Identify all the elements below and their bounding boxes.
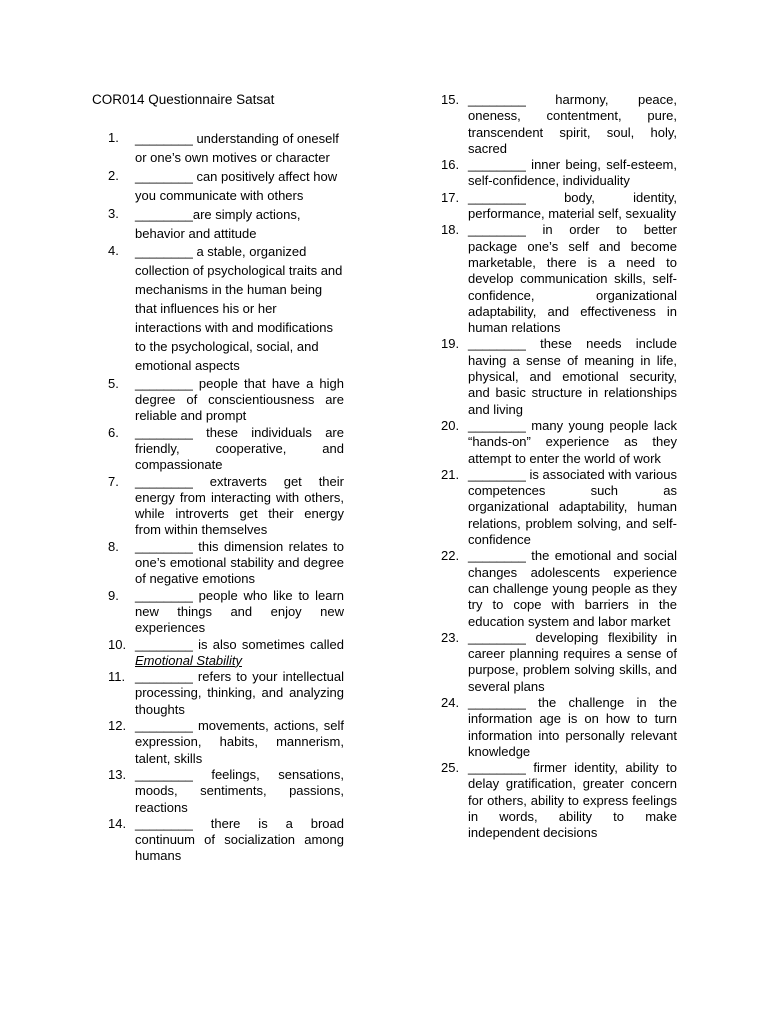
answer-blank: ________ bbox=[135, 669, 193, 685]
answer-blank: ________ bbox=[468, 222, 526, 238]
question-item bbox=[441, 630, 677, 695]
question-item bbox=[441, 92, 677, 157]
question-number: 11. bbox=[108, 669, 126, 685]
question-text bbox=[135, 376, 344, 425]
question-number: 7. bbox=[108, 473, 119, 489]
question-body: the challenge in the information age is on how to turn information into personally relevant knowledge bbox=[468, 694, 677, 759]
question-text bbox=[135, 539, 344, 588]
question-text bbox=[468, 336, 677, 417]
question-text bbox=[468, 630, 677, 695]
answer-blank: ________ bbox=[468, 189, 526, 205]
question-item bbox=[108, 637, 344, 670]
answer-blank: ________ bbox=[135, 766, 193, 782]
question-item bbox=[108, 130, 344, 168]
question-body: refers to your intellectual processing, thinking, and analyzing thoughts bbox=[135, 669, 344, 717]
question-body: are simply actions, behavior and attitude bbox=[135, 206, 301, 241]
question-item bbox=[108, 767, 344, 816]
question-text bbox=[135, 168, 344, 206]
question-text bbox=[135, 637, 344, 670]
question-number: 20. bbox=[441, 417, 460, 433]
question-item bbox=[441, 222, 677, 336]
question-body: in order to better package one’s self and become marketable, there is a need to develop communication skills, self-confidence, organizational adaptability, and effectiveness in human relations bbox=[468, 222, 677, 336]
question-text bbox=[468, 760, 677, 841]
question-item bbox=[108, 243, 344, 375]
question-column-right bbox=[441, 92, 677, 842]
question-number: 8. bbox=[108, 538, 119, 554]
question-number: 24. bbox=[441, 694, 460, 710]
answer-blank: ________ bbox=[468, 417, 526, 433]
question-text bbox=[468, 467, 677, 548]
question-text bbox=[468, 418, 677, 467]
question-number: 15. bbox=[441, 92, 460, 107]
question-text bbox=[468, 157, 677, 190]
question-item bbox=[108, 168, 344, 206]
answer-blank: ________ bbox=[135, 636, 193, 652]
question-number: 12. bbox=[108, 718, 127, 734]
question-body: the emotional and social changes adolescents experience can challenge young people as they try to cope with barriers in the education system and labor market bbox=[468, 548, 677, 629]
question-body: feelings, sensations, moods, sentiments, passions, reactions bbox=[135, 766, 344, 815]
question-body: movements, actions, self expression, habits, mannerism, talent, skills bbox=[135, 718, 344, 766]
question-body: there is a broad continuum of socialization among humans bbox=[135, 815, 344, 864]
question-text bbox=[135, 206, 344, 244]
question-body: people who like to learn new things and enjoy new experiences bbox=[135, 587, 344, 636]
question-body: many young people lack “hands-on” experience as they attempt to enter the world of work bbox=[468, 417, 677, 466]
question-item bbox=[108, 206, 344, 244]
answer-blank: ________ bbox=[135, 206, 193, 222]
question-text bbox=[135, 718, 344, 767]
question-number: 13. bbox=[108, 766, 127, 782]
answer-blank: ________ bbox=[135, 375, 193, 391]
question-number: 5. bbox=[108, 375, 119, 391]
question-item bbox=[108, 425, 344, 474]
answer-blank: ________ bbox=[468, 548, 526, 564]
question-body: these needs include having a sense of meaning in life, physical, and emotional security, and basic structure in relationships and living bbox=[468, 336, 677, 417]
question-text bbox=[135, 243, 344, 375]
question-body: can positively affect how you communicate with others bbox=[135, 168, 338, 203]
question-body: firmer identity, ability to delay gratification, greater concern for others, ability to express feelings in words, ability to make independent decisions bbox=[468, 760, 677, 841]
question-text bbox=[135, 130, 344, 168]
question-number: 18. bbox=[441, 222, 460, 238]
question-text bbox=[135, 425, 344, 474]
question-number: 17. bbox=[441, 189, 460, 205]
question-text bbox=[468, 92, 677, 157]
question-text bbox=[468, 190, 677, 223]
answer-blank: ________ bbox=[135, 424, 193, 440]
question-body: harmony, peace, oneness, contentment, pure, transcendent spirit, soul, holy, sacred bbox=[468, 92, 677, 156]
question-number: 3. bbox=[108, 205, 119, 221]
answer-blank: ________ bbox=[468, 92, 526, 107]
question-item bbox=[441, 157, 677, 190]
question-text bbox=[468, 695, 677, 760]
answer-blank: ________ bbox=[468, 760, 526, 776]
question-body: this dimension relates to one’s emotional stability and degree of negative emotions bbox=[135, 538, 344, 587]
question-item bbox=[108, 718, 344, 767]
question-text bbox=[468, 548, 677, 629]
question-text bbox=[135, 474, 344, 539]
question-number: 6. bbox=[108, 424, 119, 440]
question-body: inner being, self-esteem, self-confidence, individuality bbox=[468, 157, 677, 189]
answer-blank: ________ bbox=[135, 131, 193, 146]
question-number: 16. bbox=[441, 157, 460, 173]
question-text bbox=[135, 816, 344, 865]
question-item bbox=[108, 588, 344, 637]
question-body: is associated with various competences such as organizational adaptability, human relations, problem solving, and self-confidence bbox=[468, 466, 677, 548]
question-text bbox=[135, 588, 344, 637]
answer-blank: ________ bbox=[468, 336, 526, 352]
question-item bbox=[108, 816, 344, 865]
answer-blank: ________ bbox=[135, 718, 193, 734]
question-number: 22. bbox=[441, 548, 460, 564]
question-column-left bbox=[108, 130, 344, 865]
question-item bbox=[441, 336, 677, 417]
question-body: is also sometimes called bbox=[192, 636, 344, 652]
answer-blank: ________ bbox=[135, 473, 193, 489]
question-text bbox=[135, 767, 344, 816]
question-item bbox=[441, 190, 677, 223]
question-number: 21. bbox=[441, 466, 460, 482]
question-number: 4. bbox=[108, 243, 119, 259]
answer-blank: ________ bbox=[135, 168, 193, 184]
question-number: 19. bbox=[441, 336, 460, 352]
question-number: 23. bbox=[441, 629, 460, 645]
question-body: these individuals are friendly, cooperative, and compassionate bbox=[135, 424, 344, 473]
question-number: 14. bbox=[108, 815, 127, 831]
question-number: 10. bbox=[108, 636, 127, 652]
question-body: people that have a high degree of conscientiousness are reliable and prompt bbox=[135, 375, 344, 424]
question-body: body, identity, performance, material self, sexuality bbox=[468, 189, 677, 222]
question-item bbox=[108, 539, 344, 588]
question-number: 2. bbox=[108, 167, 119, 183]
answer-blank: ________ bbox=[135, 244, 193, 260]
answer-blank: ________ bbox=[468, 694, 526, 710]
question-item bbox=[441, 418, 677, 467]
question-body: a stable, organized collection of psychological traits and mechanisms in the human being that influences his or her interactions with and modifications to the psychological, social, and emotional aspects bbox=[135, 244, 343, 373]
question-text bbox=[135, 669, 344, 718]
question-item bbox=[441, 548, 677, 629]
question-item bbox=[108, 376, 344, 425]
question-body: understanding of oneself or one’s own motives or character bbox=[135, 131, 339, 165]
question-body: extraverts get their energy from interacting with others, while introverts get their energy from within themselves bbox=[135, 473, 344, 538]
question-item bbox=[108, 669, 344, 718]
question-number: 1. bbox=[108, 130, 119, 145]
document-title: COR014 Questionnaire Satsat bbox=[92, 92, 275, 107]
question-item bbox=[108, 474, 344, 539]
question-item bbox=[441, 467, 677, 548]
question-item bbox=[441, 760, 677, 841]
question-number: 9. bbox=[108, 587, 119, 603]
answer-blank: ________ bbox=[468, 629, 526, 645]
question-body: developing flexibility in career planning requires a sense of purpose, problem solving skills, and several plans bbox=[468, 629, 677, 694]
answer-blank: ________ bbox=[135, 587, 193, 603]
question-text bbox=[468, 222, 677, 336]
question-number: 25. bbox=[441, 760, 460, 776]
answer-blank: ________ bbox=[135, 815, 193, 831]
question-item bbox=[441, 695, 677, 760]
emphasized-term: Emotional Stability bbox=[135, 652, 242, 668]
answer-blank: ________ bbox=[468, 466, 526, 482]
answer-blank: ________ bbox=[135, 538, 193, 554]
answer-blank: ________ bbox=[468, 157, 526, 173]
